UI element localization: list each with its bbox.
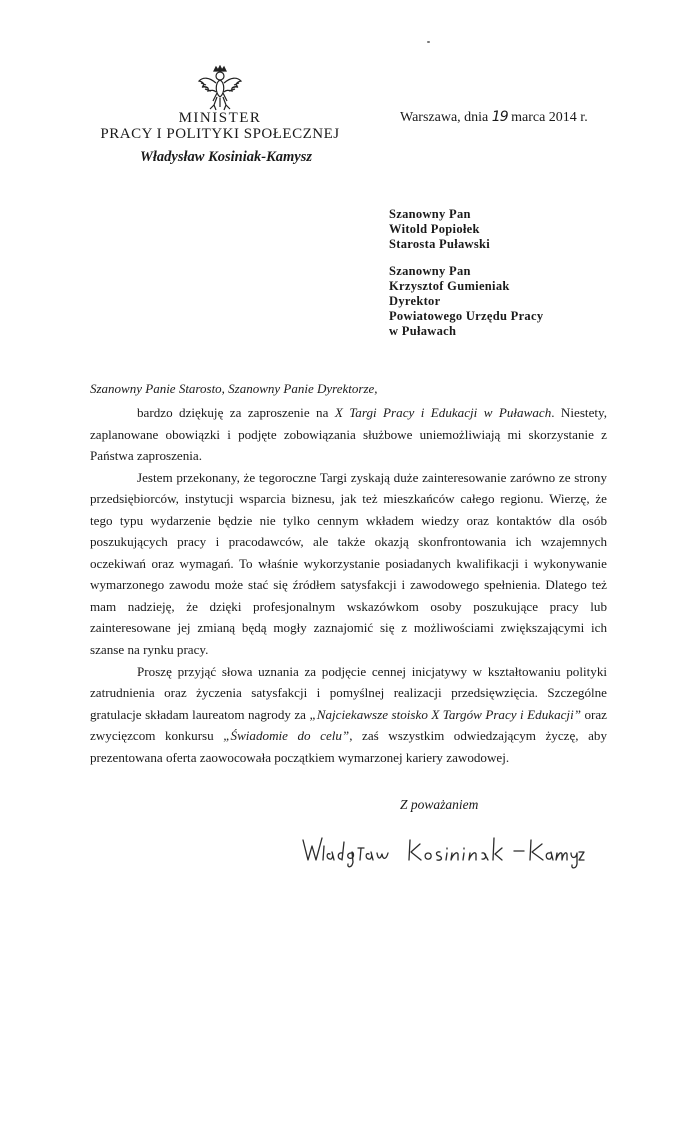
addressee-line: Powiatowego Urzędu Pracy	[389, 309, 544, 323]
polish-eagle-emblem-icon	[197, 65, 243, 113]
minister-name: Władysław Kosiniak-Kamysz	[140, 149, 313, 165]
addressee-line: Szanowny Pan	[389, 207, 471, 221]
addressee-line: Starosta Puławski	[389, 237, 491, 251]
text-run: Proszę przyjąć słowa uznania za podjęcie cennej inicjatywy w kształtowaniu polityki zatrudnienia oraz życzenia satysfakcji i pomyślnej realizacji przedsięwzięcia. Szczególne gratulacje składam laureatom nagrody za	[90, 663, 607, 722]
minister-title: MINISTER	[178, 110, 262, 126]
date-line	[400, 109, 588, 126]
event-name: X Targi Pracy i Edukacji w Puławach	[334, 405, 552, 420]
closing: Z poważaniem	[400, 797, 479, 812]
date-suffix: marca 2014 r.	[511, 110, 588, 125]
text-run: oraz zwycięzcom konkursu	[90, 706, 607, 744]
award-name: „Najciekawsze stoisko X Targów Pracy i Edukacji”	[309, 706, 581, 722]
paragraph-3	[90, 661, 607, 769]
date-day: 19	[491, 109, 508, 125]
addressee-line: Szanowny Pan	[389, 264, 471, 278]
text-run: . Niestety, zaplanowane obowiązki i podjęte zobowiązania służbowe uniemożliwiają mi skorzystanie z Państwa zaproszenia.	[90, 405, 607, 464]
paragraph-1	[90, 402, 607, 467]
paper-speck	[427, 41, 430, 43]
ministry-name: PRACY I POLITYKI SPOŁECZNEJ	[100, 126, 340, 142]
addressee-block-2	[389, 264, 543, 339]
date-prefix: Warszawa, dnia	[400, 110, 489, 125]
addressee-line: w Puławach	[389, 324, 457, 338]
handwritten-signature-icon	[300, 832, 585, 872]
paragraph-2: Jestem przekonany, że tegoroczne Targi zyskają duże zainteresowanie zarówno ze strony przedsiębiorców, instytucji wsparcia biznesu, jak też mieszkańców całego regionu. Wierzę, że tego typu wydarzenie będzie nie tylko cennym wkładem wiedzy oraz kontaktów dla osób poszukujących pracy i pracodawców, ale także okazją skonfrontowania ich wzajemnych oczekiwań oraz wymagań. To właśnie wykorzystanie posiadanych kwalifikacji i wykonywanie wymarzonego zawodu może stać się źródłem satysfakcji i zawodowego spełnienia. Dlatego też mam nadzieję, że dzięki profesjonalnym wskazówkom osoby poszukujące pracy lub zainteresowane jej zmianą będą mogły zaznajomić się z możliwościami zwiększającymi ich szanse na rynku pracy.	[90, 469, 607, 658]
addressee-line: Witold Popiołek	[389, 222, 480, 236]
addressee-block-1	[389, 207, 490, 252]
letter-body	[90, 402, 607, 768]
addressee-line: Krzysztof Gumieniak	[389, 279, 510, 293]
addressee-line: Dyrektor	[389, 294, 441, 308]
text-run: , zaś wszystkim odwiedzającym życzę, aby prezentowana oferta zaowocowała początkiem wymarzonej kariery zawodowej.	[90, 728, 607, 765]
text-run: bardzo dziękuję za zaproszenie na	[137, 405, 335, 420]
contest-name: „Świadomie do celu”	[223, 728, 350, 744]
salutation: Szanowny Panie Starosto, Szanowny Panie Dyrektorze,	[90, 381, 378, 396]
